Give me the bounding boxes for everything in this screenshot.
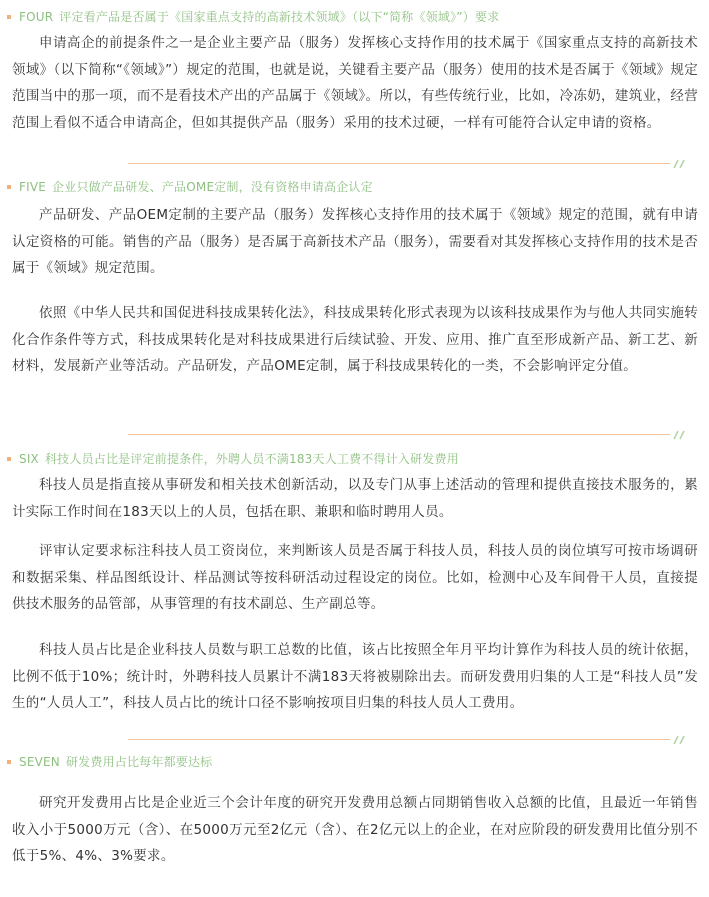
paragraph: 申请高企的前提条件之一是企业主要产品（服务）发挥核心支持作用的技术属于《国家重点支持的高新技术领域》（以下简称“《领域》”）规定的范围，也就是说，关键看主要产品（服务）使用的技术是否属于《领域》规定范围当中的那一项，而不是看技术产出的产品属于《领域》。所以，有些传统行业，比如，冷冻奶，建筑业，经营范围上看似不适合申请高企，但如其提供产品（服务）采用的技术过硬，一样有可能符合认定申请的资格。 bbox=[12, 35, 698, 131]
section-number: FIVE bbox=[19, 180, 47, 194]
section-title: 研发费用占比每年都要达标 bbox=[65, 755, 213, 769]
section-heading-four bbox=[4, 9, 499, 25]
section-title: 企业只做产品研发、产品OME定制，没有资格申请高企认定 bbox=[52, 180, 373, 194]
paragraph: 科技人员是指直接从事研发和相关技术创新活动，以及专门从事上述活动的管理和提供直接技术服务的，累计实际工作时间在183天以上的人员，包括在职、兼职和临时聘用人员。 bbox=[12, 477, 698, 520]
divider-line bbox=[128, 739, 670, 740]
divider-line bbox=[128, 434, 670, 435]
bullet-icon bbox=[7, 457, 11, 461]
paragraph: 科技人员占比是企业科技人员数与职工总数的比值，该占比按照全年月平均计算作为科技人员的统计依据，比例不低于10%；统计时，外聘科技人员累计不满183天将被剔除出去。而研发费用归集的人工是“科技人员”发生的“人员人工”，科技人员占比的统计口径不影响按项目归集的科技人员人工费用。 bbox=[12, 642, 698, 711]
double-slash-icon bbox=[672, 159, 688, 169]
double-slash-icon bbox=[672, 735, 688, 745]
section-title: 评定看产品是否属于《国家重点支持的高新技术领域》（以下“简称《领域》”）要求 bbox=[59, 10, 500, 24]
bullet-icon bbox=[7, 760, 11, 764]
section-title: 科技人员占比是评定前提条件，外聘人员不满183天人工费不得计入研发费用 bbox=[44, 452, 459, 466]
paragraph: 产品研发、产品OEM定制的主要产品（服务）发挥核心支持作用的技术属于《领域》规定的范围，就有申请认定资格的可能。销售的产品（服务）是否属于高新技术产品（服务），需要看对其发挥核心支持作用的技术是否属于《领域》规定范围。 bbox=[12, 207, 698, 276]
divider-line bbox=[128, 163, 670, 164]
paragraph: 依照《中华人民共和国促进科技成果转化法》，科技成果转化形式表现为以该科技成果作为与他人共同实施转化合作条件等方式，科技成果转化是对科技成果进行后续试验、开发、应用、推广直至形成新产品、新工艺、新材料，发展新产业等活动。产品研发，产品OME定制，属于科技成果转化的一类，不会影响评定分值。 bbox=[12, 305, 698, 374]
section-divider bbox=[128, 159, 688, 169]
bullet-icon bbox=[7, 15, 11, 19]
bullet-icon bbox=[7, 185, 11, 189]
section-divider bbox=[128, 735, 688, 745]
section-heading-six bbox=[4, 451, 459, 467]
section-heading-five bbox=[4, 179, 373, 195]
section-number: FOUR bbox=[19, 10, 54, 24]
section-heading-seven bbox=[4, 754, 212, 770]
section-number: SIX bbox=[19, 452, 39, 466]
paragraph: 研究开发费用占比是企业近三个会计年度的研究开发费用总额占同期销售收入总额的比值，且最近一年销售收入小于5000万元（含）、在5000万元至2亿元（含）、在2亿元以上的企业，在对应阶段的研发费用比值分别不低于5%、4%、3%要求。 bbox=[12, 795, 698, 864]
section-number: SEVEN bbox=[19, 755, 60, 769]
section-divider bbox=[128, 430, 688, 440]
paragraph: 评审认定要求标注科技人员工资岗位，来判断该人员是否属于科技人员，科技人员的岗位填写可按市场调研和数据采集、样品图纸设计、样品测试等按科研活动过程设定的岗位。比如，检测中心及车间骨干人员，直接提供技术服务的品管部，从事管理的有技术副总、生产副总等。 bbox=[12, 543, 698, 612]
double-slash-icon bbox=[672, 430, 688, 440]
